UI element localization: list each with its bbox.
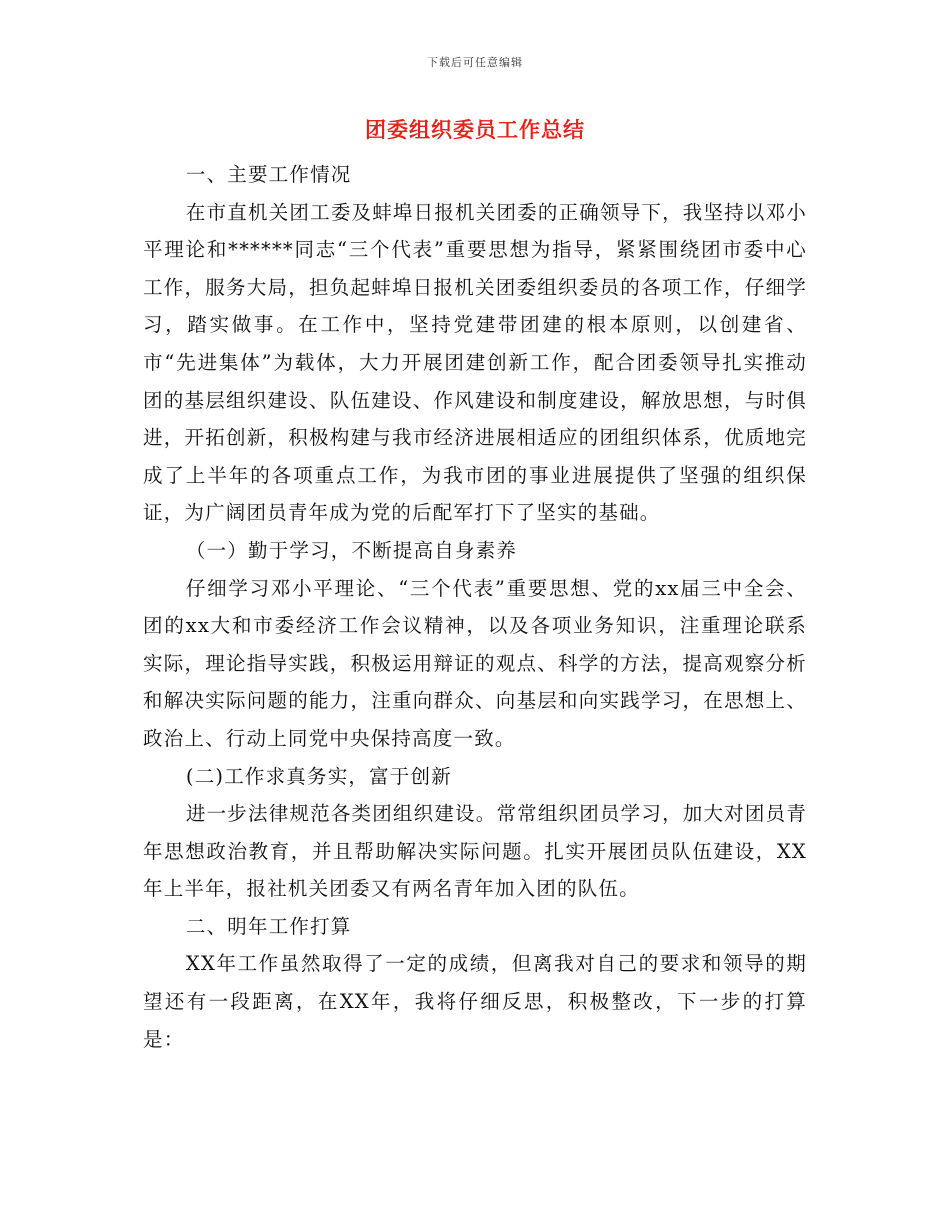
section-heading-2: 二、明年工作打算 xyxy=(185,914,352,938)
subsection-heading-1: （一）勤于学习，不断提高自身素养 xyxy=(185,538,518,562)
paragraph-next-year: XX年工作虽然取得了一定的成绩，但离我对自己的要求和领导的期望还有一段距离，在XX年，我将仔细反思，积极整改，下一步的打算是： xyxy=(143,952,807,1051)
document-body xyxy=(143,156,807,1058)
subsection-heading-2: (二)工作求真务实，富于创新 xyxy=(185,764,452,788)
section-heading-1: 一、主要工作情况 xyxy=(185,163,352,186)
document-title: 团委组织委员工作总结 xyxy=(365,118,585,142)
paragraph-main-work: 在市直机关团工委及蚌埠日报机关团委的正确领导下，我坚持以邓小平理论和******同志“三个代表”重要思想为指导，紧紧围绕团市委中心工作，服务大局，担负起蚌埠日报机关团委组织委员的各项工作，仔细学习，踏实做事。在工作中，坚持党建带团建的根本原则，以创建省、市“先进集体”为载体，大力开展团建创新工作，配合团委领导扎实推动团的基层组织建设、队伍建设、作风建设和制度建设，解放思想，与时俱进，开拓创新，积极构建与我市经济进展相适应的团组织体系，优质地完成了上半年的各项重点工作，为我市团的事业进展提供了坚强的组织保证，为广阔团员青年成为党的后配军打下了坚实的基础。 xyxy=(143,200,807,525)
paragraph-study: 仔细学习邓小平理论、“三个代表”重要思想、党的xx届三中全会、团的xx大和市委经济工作会议精神，以及各项业务知识，注重理论联系实际，理论指导实践，积极运用辩证的观点、科学的方法，提高观察分析和解决实际问题的能力，注重向群众、向基层和向实践学习，在思想上、政治上、行动上同党中央保持高度一致。 xyxy=(143,576,807,750)
paragraph-innovation: 进一步法律规范各类团组织建设。常常组织团员学习，加大对团员青年思想政治教育，并且帮助解决实际问题。扎实开展团员队伍建设，XX年上半年，报社机关团委又有两名青年加入团的队伍。 xyxy=(143,802,807,901)
header-note: 下载后可任意编辑 xyxy=(427,56,523,69)
